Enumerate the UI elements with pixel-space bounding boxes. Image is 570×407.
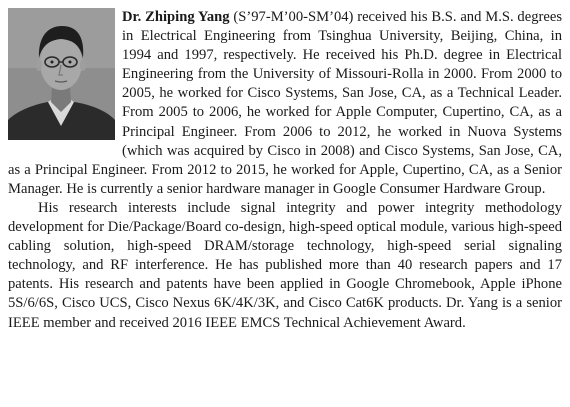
portrait-icon (8, 8, 115, 140)
bio-paragraph-1-text: (S’97-M’00-SM’04) received his B.S. and M.S. degrees in Electrical Engineering from Tsinghua University, Beijing, China, in 1994 and 1997, respectively. He received his Ph.D. degree in Electrical Engineering from the University of Missouri-Rolla in 2000. From 2000 to 2005, he worked for Cisco Systems, San Jose, CA, as a Technical Leader. From 2005 to 2006, he worked for Apple Computer, Cupertino, CA, as a Principal Engineer. From 2006 to 2012, he worked in Nuova Systems (which was acquired by Cisco in 2008) and Cisco Systems, San Jose, CA, as a Principal Engineer. From 2012 to 2015, he worked for Apple, Cupertino, CA, as a Senior Manager. He is currently a senior hardware manager in Google Consumer Hardware Group. (8, 9, 562, 197)
bio-paragraph-2: His research interests include signal integrity and power integrity methodology development for Die/Package/Board co-design, high-speed optical module, various high-speed cabling solution, high-speed DRAM/storage technology, high-speed serial signaling technology, and RF interference. He has published more than 40 research papers and 17 patents. His research and patents have been applied in Google Chromebook, Apple iPhone 5S/6/6S, Cisco UCS, Cisco Nexus 6K/4K/3K, and Cisco Cat6K products. Dr. Yang is a senior IEEE member and received 2016 IEEE EMCS Technical Achievement Award. (8, 199, 562, 331)
biography (8, 8, 562, 333)
portrait-photo (8, 8, 115, 140)
author-name: Dr. Zhiping Yang (122, 9, 230, 25)
